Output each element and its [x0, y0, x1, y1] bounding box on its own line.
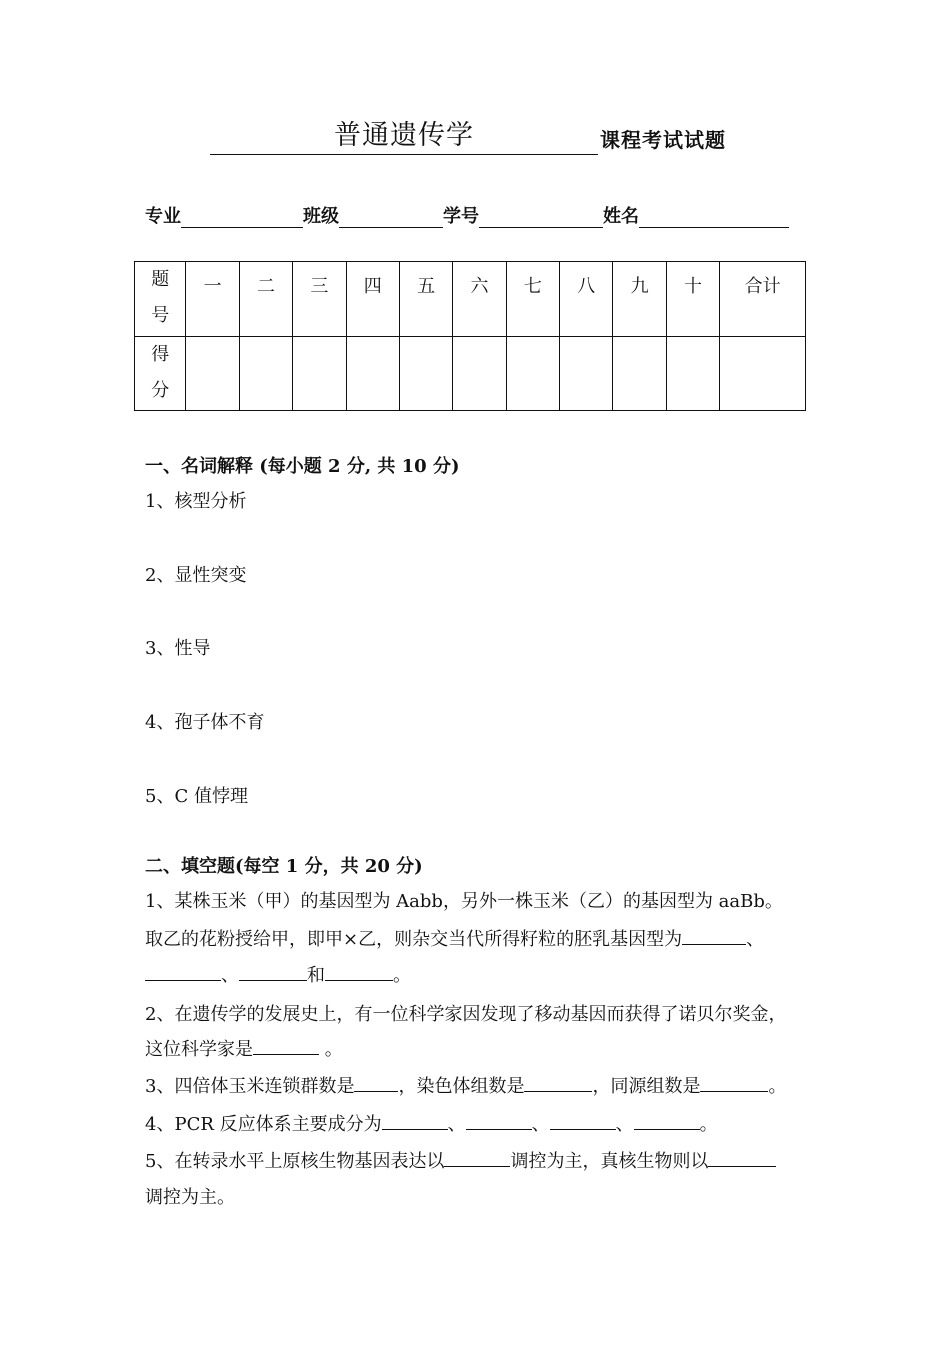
answer-blank[interactable]: [634, 1111, 700, 1130]
section1-heading: 一、名词解释 (每小题 2 分, 共 10 分): [145, 456, 460, 477]
term-item: 2、显性突变: [145, 565, 247, 586]
score-cell[interactable]: [293, 336, 346, 411]
q1-line2: 取乙的花粉授给甲，即甲×乙，则杂交当代所得籽粒的胚乳基因型为 、: [145, 925, 764, 951]
column-header: 八: [560, 262, 613, 337]
answer-blank[interactable]: [466, 1111, 532, 1130]
column-header: 二: [239, 262, 292, 337]
course-title-underline: [210, 118, 598, 155]
answer-blank[interactable]: [325, 962, 393, 981]
answer-blank[interactable]: [253, 1036, 319, 1055]
q3-line: 3、四倍体玉米连锁群数是 ，染色体组数是 ，同源组数是 。: [145, 1072, 786, 1098]
q1-line3: 、 和 。: [145, 961, 411, 987]
column-header: 六: [453, 262, 506, 337]
class-label: 班级: [303, 206, 339, 227]
q5-line2: 调控为主。: [145, 1187, 235, 1208]
q1-line1: 1、某株玉米（甲）的基因型为 Aabb，另外一株玉米（乙）的基因型为 aaBb。: [145, 891, 783, 912]
student-no-field[interactable]: [479, 205, 603, 228]
column-header: 三: [293, 262, 346, 337]
student-info-row: [145, 202, 815, 230]
column-header: 九: [613, 262, 666, 337]
q2-line1: 2、在遗传学的发展史上，有一位科学家因发现了移动基因而获得了诺贝尔奖金，: [145, 1004, 787, 1025]
q5-line1: 5、在转录水平上原核生物基因表达以 调控为主，真核生物则以: [145, 1147, 776, 1173]
answer-blank[interactable]: [708, 1148, 776, 1167]
score-cell[interactable]: [239, 336, 292, 411]
term-item: 4、孢子体不育: [145, 712, 265, 733]
score-cell[interactable]: [666, 336, 719, 411]
score-cell[interactable]: [506, 336, 559, 411]
answer-blank[interactable]: [700, 1073, 768, 1092]
question-number-label: 题 号: [135, 262, 186, 337]
q2-line2: 这位科学家是 。: [145, 1035, 343, 1061]
term-item: 3、性导: [145, 638, 211, 659]
score-table: [134, 261, 806, 411]
column-header: 四: [346, 262, 399, 337]
score-table-score-row: [135, 336, 806, 411]
column-header-total: 合计: [720, 262, 806, 337]
score-label: 得 分: [135, 336, 186, 411]
score-table-header-row: [135, 262, 806, 337]
name-field[interactable]: [639, 205, 789, 228]
class-field[interactable]: [339, 205, 443, 228]
answer-blank[interactable]: [524, 1073, 592, 1092]
column-header: 五: [399, 262, 452, 337]
q4-line: 4、PCR 反应体系主要成分为 、 、 、 。: [145, 1110, 718, 1136]
column-header: 七: [506, 262, 559, 337]
score-cell[interactable]: [346, 336, 399, 411]
score-cell[interactable]: [453, 336, 506, 411]
major-label: 专业: [145, 206, 181, 227]
section2-heading: 二、填空题(每空 1 分，共 20 分): [145, 856, 423, 877]
answer-blank[interactable]: [145, 962, 221, 981]
answer-blank[interactable]: [354, 1073, 398, 1092]
exam-title: [210, 118, 790, 158]
score-cell[interactable]: [186, 336, 239, 411]
term-item: 5、C 值悖理: [145, 786, 248, 807]
answer-blank[interactable]: [682, 926, 746, 945]
title-suffix: 课程考试试题: [600, 128, 726, 152]
score-cell[interactable]: [613, 336, 666, 411]
major-field[interactable]: [181, 205, 303, 228]
answer-blank[interactable]: [382, 1111, 448, 1130]
term-item: 1、核型分析: [145, 491, 247, 512]
answer-blank[interactable]: [444, 1148, 510, 1167]
score-cell[interactable]: [560, 336, 613, 411]
answer-blank[interactable]: [239, 962, 307, 981]
answer-blank[interactable]: [550, 1111, 616, 1130]
course-title: 普通遗传学: [334, 120, 474, 151]
column-header: 十: [666, 262, 719, 337]
score-cell[interactable]: [399, 336, 452, 411]
student-no-label: 学号: [443, 206, 479, 227]
name-label: 姓名: [603, 206, 639, 227]
score-cell-total[interactable]: [720, 336, 806, 411]
column-header: 一: [186, 262, 239, 337]
